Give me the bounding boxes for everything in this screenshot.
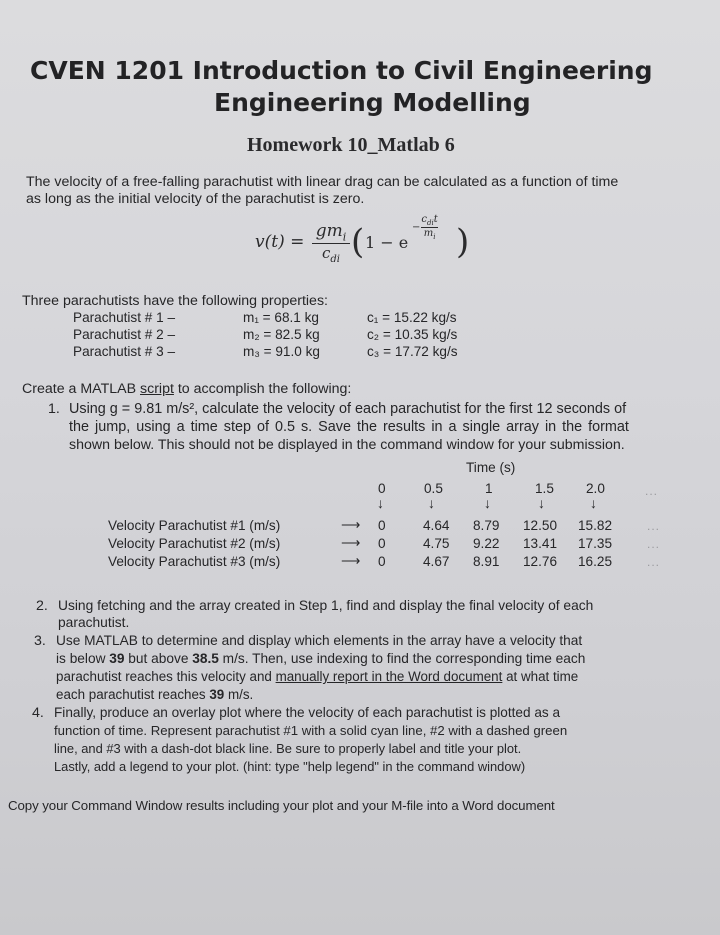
step-3-line-3: parachutist reaches this velocity and manually report in the Word document at what time <box>56 669 579 684</box>
step-3-number: 3. <box>34 633 46 649</box>
row-1-value-0: 0 <box>378 518 386 533</box>
course-subtitle: Engineering Modelling <box>214 88 531 117</box>
parachutist-2-mass: m₂ = 82.5 kg <box>243 327 320 342</box>
parachutist-2-name: Parachutist # 2 – <box>73 327 176 342</box>
step-1-line-2: the jump, using a time step of 0.5 s. Save the results in a single array in the format <box>69 419 629 435</box>
time-axis-label: Time (s) <box>466 460 516 475</box>
parachutist-1-drag: c₁ = 15.22 kg/s <box>367 310 457 325</box>
formula-exponent: − $c_{di}t$ $m_i$ <box>412 214 438 241</box>
script-link: script <box>140 381 174 397</box>
row-1-arrow: ⟶ <box>341 517 361 532</box>
step-2-line-2: parachutist. <box>58 615 130 630</box>
step-1-number: 1. <box>48 401 60 417</box>
row-1-label: Velocity Parachutist #1 (m/s) <box>108 518 281 533</box>
time-value-1: 0.5 <box>424 481 443 496</box>
row-1-value-4: 15.82 <box>578 518 613 533</box>
properties-heading: Three parachutists have the following properties: <box>22 293 328 309</box>
intro-line-1: The velocity of a free-falling parachutist with linear drag can be calculated as a function of time <box>26 174 619 190</box>
formula-main-fraction: $gm_i$ $c_{di}$ <box>312 221 350 265</box>
step-4-line-2: function of time. Represent parachutist #1 with a solid cyan line, #2 with a dashed green <box>54 723 568 738</box>
step-2-number: 2. <box>36 598 48 614</box>
row-2-value-2: 9.22 <box>473 536 500 551</box>
step-3-line-1: Use MATLAB to determine and display which elements in the array have a velocity that <box>56 633 583 648</box>
row-2-value-3: 13.41 <box>523 536 558 551</box>
step-2-line-1: Using fetching and the array created in Step 1, find and display the final velocity of each <box>58 598 594 613</box>
time-arrow-4: ↓ <box>590 495 597 511</box>
row-1-value-2: 8.79 <box>473 518 500 533</box>
time-value-4: 2.0 <box>586 481 605 496</box>
footer-instruction: Copy your Command Window results including your plot and your M-file into a Word document <box>8 798 555 813</box>
time-value-0: 0 <box>378 481 386 496</box>
parachutist-3-drag: c₃ = 17.72 kg/s <box>367 344 458 359</box>
course-title: CVEN 1201 Introduction to Civil Engineering <box>30 56 653 85</box>
homework-title: Homework 10_Matlab 6 <box>247 134 455 156</box>
row-2-value-1: 4.75 <box>423 536 450 551</box>
time-arrow-3: ↓ <box>538 495 545 511</box>
time-ellipsis: ... <box>645 484 659 498</box>
row-3-ellipsis: ... <box>647 555 661 569</box>
time-value-2: 1 <box>485 481 493 496</box>
parachutist-1-mass: m₁ = 68.1 kg <box>243 310 319 325</box>
step-1-line-1: Using g = 9.81 m/s², calculate the velocity of each parachutist for the first 12 seconds of <box>69 401 627 417</box>
velocity-formula <box>255 212 495 272</box>
row-3-value-0: 0 <box>378 554 386 569</box>
formula-one-minus-e: 1 − e <box>365 233 409 252</box>
step-3-line-4: each parachutist reaches 39 m/s. <box>56 687 254 702</box>
row-2-ellipsis: ... <box>647 537 661 551</box>
row-3-value-3: 12.76 <box>523 554 558 569</box>
step-4-line-1: Finally, produce an overlay plot where the velocity of each parachutist is plotted as a <box>54 705 561 720</box>
row-1-value-1: 4.64 <box>423 518 450 533</box>
formula-lhs: v(t) = <box>255 232 305 252</box>
step-4-line-4: Lastly, add a legend to your plot. (hint: type "help legend" in the command window) <box>54 759 526 774</box>
parachutist-3-name: Parachutist # 3 – <box>73 344 176 359</box>
row-3-value-2: 8.91 <box>473 554 500 569</box>
parachutist-2-drag: c₂ = 10.35 kg/s <box>367 327 458 342</box>
row-2-value-4: 17.35 <box>578 536 613 551</box>
row-3-value-1: 4.67 <box>423 554 450 569</box>
row-3-value-4: 16.25 <box>578 554 613 569</box>
row-2-value-0: 0 <box>378 536 386 551</box>
parachutist-1-name: Parachutist # 1 – <box>73 310 176 325</box>
time-arrow-1: ↓ <box>428 495 435 511</box>
step-3-line-2: is below 39 but above 38.5 m/s. Then, use indexing to find the corresponding time each <box>56 651 586 666</box>
row-2-label: Velocity Parachutist #2 (m/s) <box>108 536 281 551</box>
row-2-arrow: ⟶ <box>341 535 361 550</box>
step-4-number: 4. <box>32 705 44 721</box>
step-1-line-3: shown below. This should not be displayed in the command window for your submission. <box>69 437 625 453</box>
time-arrow-0: ↓ <box>377 495 384 511</box>
formula-close-paren: ) <box>456 222 470 262</box>
row-1-ellipsis: ... <box>647 519 661 533</box>
intro-line-2: as long as the initial velocity of the parachutist is zero. <box>26 191 365 207</box>
task-heading: Create a MATLAB script to accomplish the following: <box>22 381 352 397</box>
parachutist-3-mass: m₃ = 91.0 kg <box>243 344 320 359</box>
time-arrow-2: ↓ <box>484 495 491 511</box>
row-3-label: Velocity Parachutist #3 (m/s) <box>108 554 281 569</box>
row-3-arrow: ⟶ <box>341 553 361 568</box>
time-value-3: 1.5 <box>535 481 554 496</box>
step-4-line-3: line, and #3 with a dash-dot black line. Be sure to properly label and title your plot. <box>54 741 522 756</box>
row-1-value-3: 12.50 <box>523 518 558 533</box>
formula-open-paren: ( <box>351 222 365 262</box>
